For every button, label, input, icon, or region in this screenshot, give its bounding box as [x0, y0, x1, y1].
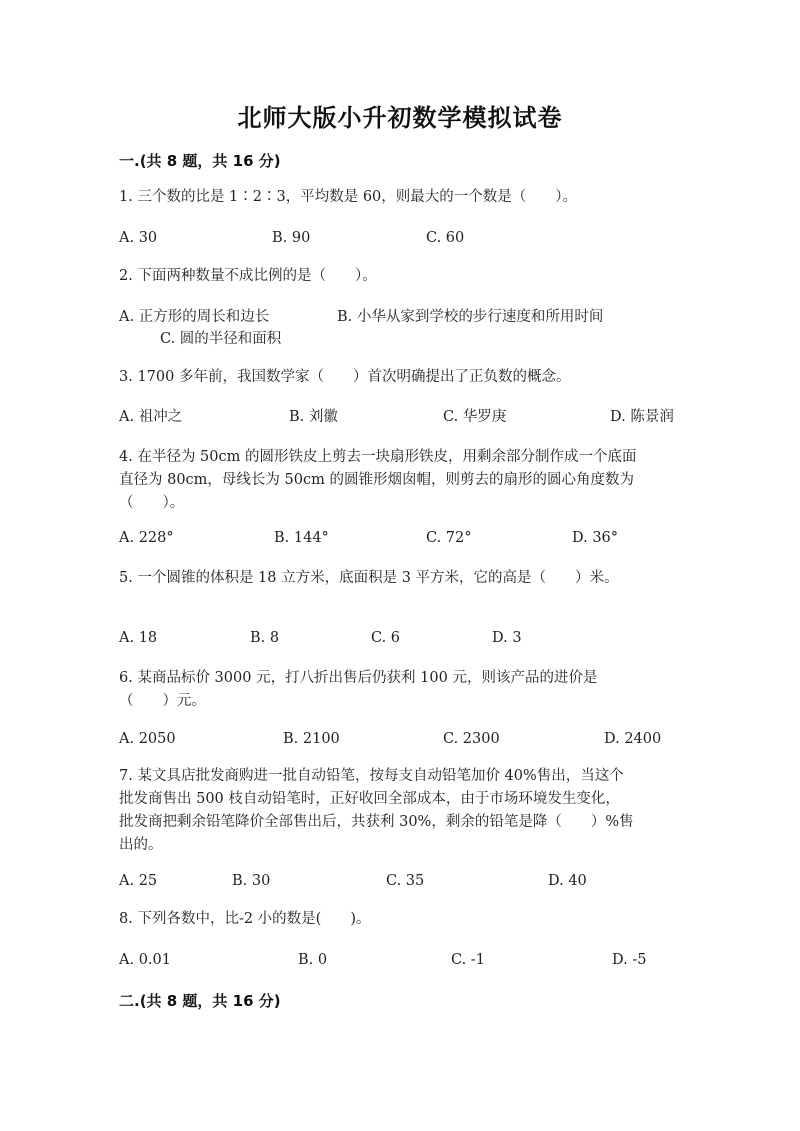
question-5	[119, 567, 689, 590]
option-c: C. -1	[451, 952, 485, 968]
option-c: C. 6	[371, 630, 401, 646]
option-b: B. 30	[232, 873, 271, 889]
option-c: C. 72°	[426, 530, 472, 546]
question-line: 7. 某文具店批发商购进一批自动铅笔，按每支自动铅笔加价 40%售出，当这个	[119, 768, 624, 784]
question-8	[119, 908, 689, 931]
option-c: C. 圆的半径和面积	[160, 331, 282, 347]
option-c: C. 2300	[443, 731, 500, 747]
option-a: A. 2050	[119, 731, 176, 747]
question-3	[119, 366, 689, 389]
option-c: C. 华罗庚	[443, 409, 507, 425]
question-line: 5. 一个圆锥的体积是 18 立方米，底面积是 3 平方米，它的高是（ ）米。	[119, 570, 619, 586]
option-b: B. 小华从家到学校的步行速度和所用时间	[337, 309, 604, 325]
question-7	[119, 765, 689, 857]
option-a: A. 18	[119, 630, 158, 646]
question-line: 批发商售出 500 枝自动铅笔时，正好收回全部成本，由于市场环境发生变化，	[119, 791, 620, 807]
question-line: 6. 某商品标价 3000 元，打八折出售后仍获利 100 元，则该产品的进价是	[119, 670, 598, 686]
option-b: B. 2100	[283, 731, 340, 747]
section-1-heading: 一.(共 8 题，共 16 分)	[119, 152, 281, 170]
option-b: B. 144°	[274, 530, 329, 546]
option-a: A. 228°	[119, 530, 174, 546]
option-d: D. -5	[612, 952, 647, 968]
option-a: A. 祖冲之	[119, 409, 183, 425]
option-d: D. 3	[492, 630, 522, 646]
option-a: A. 25	[119, 873, 158, 889]
question-line: 3. 1700 多年前，我国数学家（ ）首次明确提出了正负数的概念。	[119, 369, 571, 385]
question-line: 出的。	[119, 837, 163, 853]
option-c: C. 60	[426, 230, 465, 246]
question-4	[119, 446, 689, 515]
option-d: D. 40	[548, 873, 587, 889]
question-line: 4. 在半径为 50cm 的圆形铁皮上剪去一块扇形铁皮，用剩余部分制作成一个底面	[119, 449, 637, 465]
option-b: B. 8	[250, 630, 280, 646]
option-a: A. 0.01	[119, 952, 171, 968]
question-6	[119, 667, 689, 713]
option-b: B. 0	[298, 952, 328, 968]
section-2-heading: 二.(共 8 题，共 16 分)	[119, 992, 281, 1010]
question-line: 批发商把剩余铅笔降价全部售出后，共获利 30%，剩余的铅笔是降（ ）%售	[119, 814, 634, 830]
option-d: D. 2400	[604, 731, 662, 747]
option-b: B. 刘徽	[289, 409, 338, 425]
question-line: 1. 三个数的比是 1∶2∶3，平均数是 60，则最大的一个数是（ ）。	[119, 189, 578, 205]
option-c: C. 35	[386, 873, 425, 889]
option-d: D. 陈景润	[610, 409, 674, 425]
option-b: B. 90	[272, 230, 311, 246]
option-d: D. 36°	[572, 530, 619, 546]
question-2	[119, 265, 689, 288]
question-1	[119, 186, 689, 209]
question-line: （ ）元。	[119, 693, 206, 709]
option-a: A. 正方形的周长和边长	[119, 309, 270, 325]
question-line: （ ）。	[119, 495, 185, 511]
question-line: 直径为 80cm，母线长为 50cm 的圆锥形烟囱帽，则剪去的扇形的圆心角度数为	[119, 472, 634, 488]
option-a: A. 30	[119, 230, 158, 246]
exam-title: 北师大版小升初数学模拟试卷	[237, 104, 563, 132]
question-line: 8. 下列各数中，比-2 小的数是( )。	[119, 911, 371, 927]
question-line: 2. 下面两种数量不成比例的是（ ）。	[119, 268, 377, 284]
